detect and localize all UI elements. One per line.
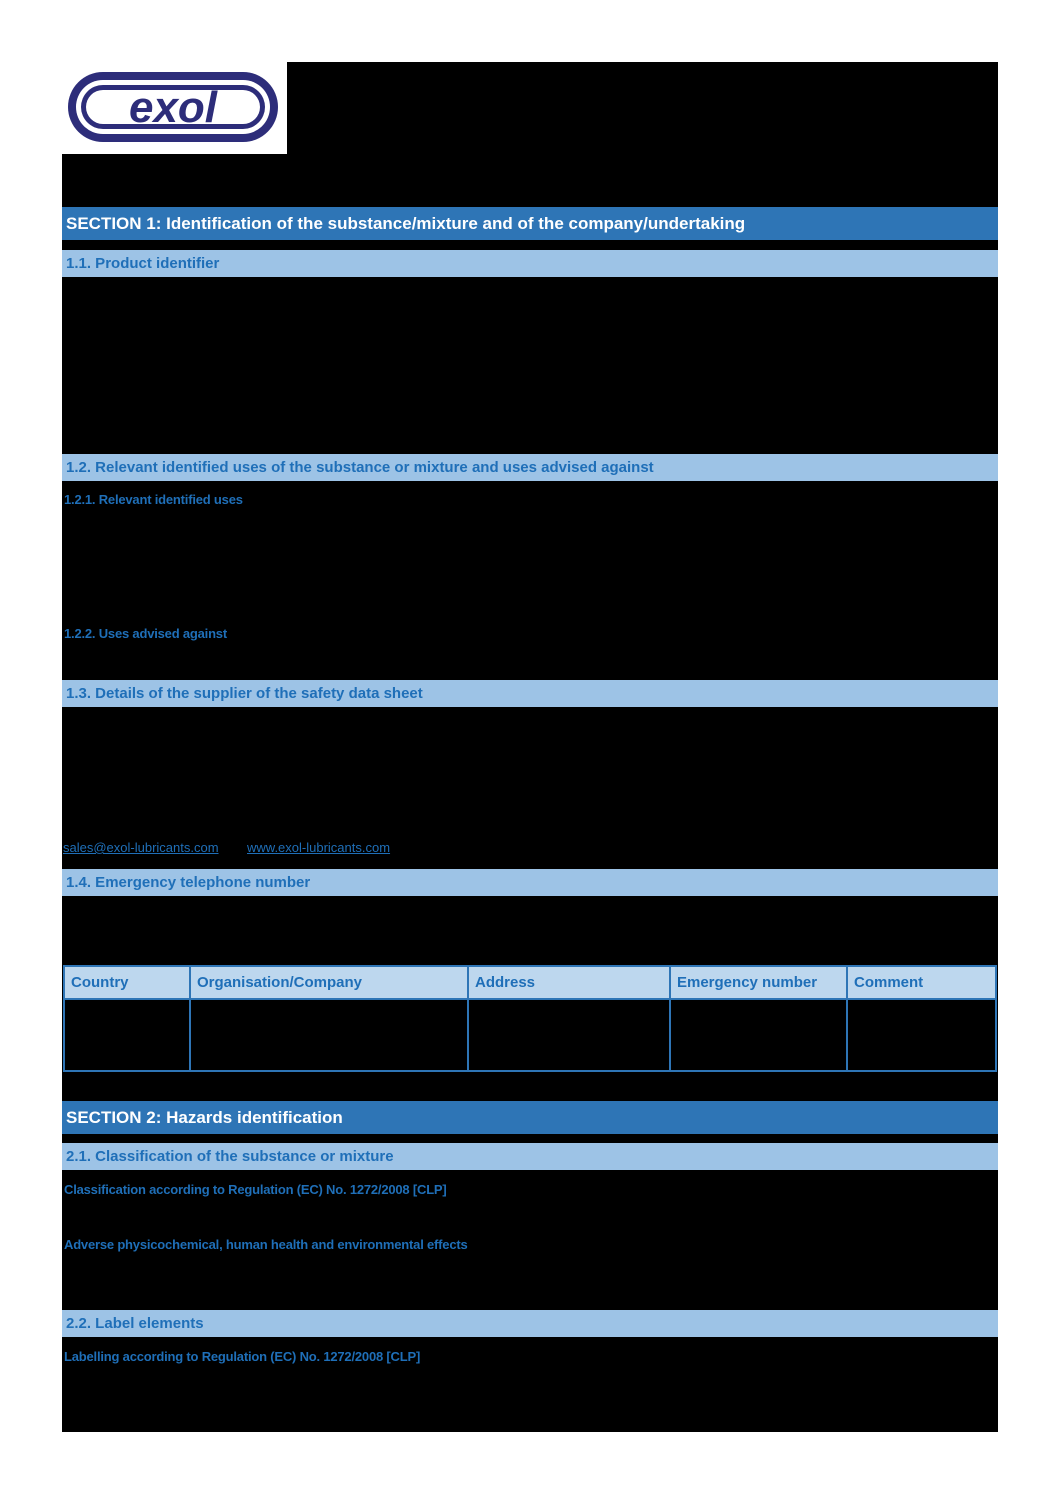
table-header-row xyxy=(64,966,996,999)
country-column-header: Country xyxy=(64,966,190,999)
uses-advised-against-label: 1.2.2. Uses advised against xyxy=(64,626,227,641)
exol-logo-icon xyxy=(62,62,287,154)
subsection-1-1-header: 1.1. Product identifier xyxy=(62,250,998,277)
table-cell xyxy=(670,999,847,1071)
emergency-number-column-header: Emergency number xyxy=(670,966,847,999)
subsection-1-2-header: 1.2. Relevant identified uses of the substance or mixture and uses advised against xyxy=(62,454,998,481)
subsection-2-1-header: 2.1. Classification of the substance or mixture xyxy=(62,1143,998,1170)
comment-column-header: Comment xyxy=(847,966,996,999)
subsection-1-3-header: 1.3. Details of the supplier of the safety data sheet xyxy=(62,680,998,707)
section-2-header: SECTION 2: Hazards identification xyxy=(62,1101,998,1134)
exol-logo xyxy=(62,62,287,154)
supplier-website-link[interactable]: www.exol-lubricants.com xyxy=(247,840,391,855)
section-1-header: SECTION 1: Identification of the substance/mixture and of the company/undertaking xyxy=(62,207,998,240)
adverse-effects-label: Adverse physicochemical, human health and environmental effects xyxy=(64,1237,468,1252)
sds-page xyxy=(62,62,998,1432)
svg-text:exol: exol xyxy=(128,83,218,132)
organisation-column-header: Organisation/Company xyxy=(190,966,468,999)
table-cell xyxy=(190,999,468,1071)
subsection-2-2-header: 2.2. Label elements xyxy=(62,1310,998,1337)
supplier-email-link[interactable]: sales@exol-lubricants.com xyxy=(63,840,219,855)
classification-label: Classification according to Regulation (EC) No. 1272/2008 [CLP] xyxy=(64,1182,447,1197)
table-cell xyxy=(468,999,670,1071)
table-cell xyxy=(64,999,190,1071)
table-cell xyxy=(847,999,996,1071)
emergency-contacts-table xyxy=(63,965,997,1072)
subsection-1-4-header: 1.4. Emergency telephone number xyxy=(62,869,998,896)
address-column-header: Address xyxy=(468,966,670,999)
labelling-label: Labelling according to Regulation (EC) No. 1272/2008 [CLP] xyxy=(64,1349,421,1364)
table-row xyxy=(64,999,996,1071)
relevant-uses-label: 1.2.1. Relevant identified uses xyxy=(64,492,243,507)
